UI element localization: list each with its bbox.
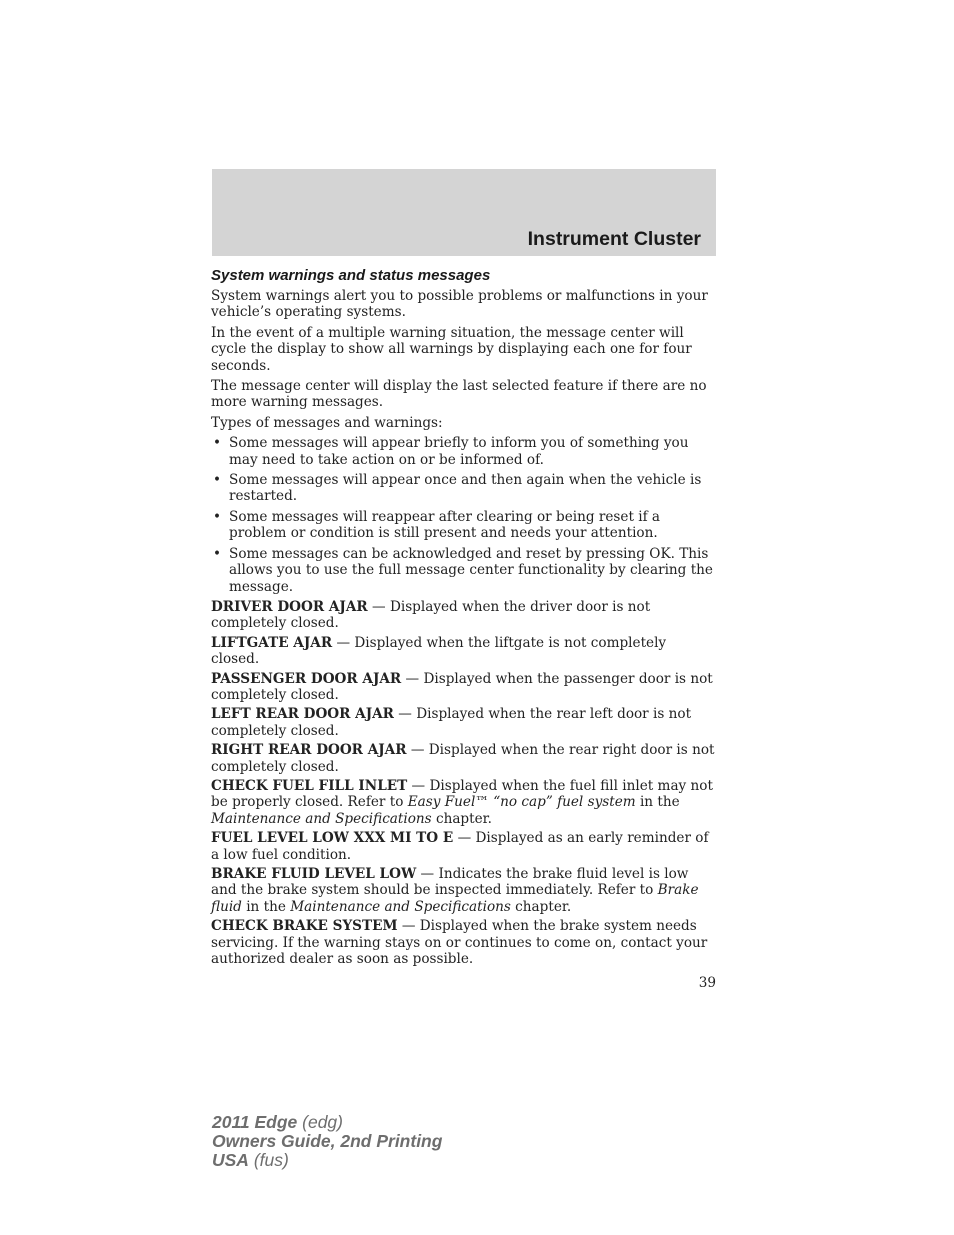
bullet-icon: • — [213, 508, 222, 525]
entry-description: — Displayed when the brake system needs servicing. If the warning stays on or continues to come on, contact your authorized dealer as soon as possible. — [211, 918, 708, 968]
entry-term: CHECK BRAKE SYSTEM — [211, 918, 398, 935]
paragraph-intro: System warnings alert you to possible problems or malfunctions in your vehicle’s operating systems. — [211, 288, 708, 321]
list-item: • Some messages will appear once and then again when the vehicle is restarted. — [213, 472, 702, 505]
entry-liftgate-ajar — [211, 635, 716, 668]
entry-description: — Displayed when the driver door is not completely closed. — [211, 598, 651, 632]
entry-term: CHECK FUEL FILL INLET — [211, 777, 408, 794]
bullet-icon: • — [213, 472, 222, 489]
bullet-icon: • — [213, 545, 222, 562]
page-number: 39 — [698, 975, 716, 992]
entry-passenger-door-ajar — [211, 671, 716, 704]
cross-reference: Easy Fuel™ “no cap” fuel system — [407, 794, 636, 811]
entry-term: LIFTGATE AJAR — [211, 634, 333, 651]
list-item: • Some messages can be acknowledged and reset by pressing OK. This allows you to use the full message center functionality by clearing the message. — [213, 545, 713, 595]
entry-description: — Displayed when the rear right door is not completely closed. — [211, 742, 715, 775]
entry-term: PASSENGER DOOR AJAR — [211, 670, 402, 687]
paragraph-last-feature: The message center will display the last selected feature if there are no more warning messages. — [211, 378, 707, 411]
entry-right-rear-door-ajar — [211, 742, 716, 775]
entry-fuel-level-low — [211, 830, 716, 863]
entry-term: DRIVER DOOR AJAR — [211, 598, 368, 615]
chapter-reference: Maintenance and Specifications — [290, 898, 511, 915]
chapter-title: Instrument Cluster — [527, 228, 701, 250]
footer-guide-line: Owners Guide, 2nd Printing — [212, 1131, 443, 1151]
bullet-icon: • — [213, 435, 222, 452]
entry-left-rear-door-ajar — [211, 706, 716, 739]
entry-term: BRAKE FLUID LEVEL LOW — [211, 866, 417, 882]
list-item: • Some messages will reappear after clearing or being reset if a problem or condition is still present and needs your attention. — [213, 508, 661, 542]
entry-term: RIGHT REAR DOOR AJAR — [211, 742, 407, 759]
chapter-header-band — [212, 169, 716, 256]
entry-brake-fluid-level-low: BRAKE FLUID LEVEL LOW — Indicates the brake fluid level is low and the brake system should be inspected immediately. Refer to Brake fluid in the Maintenance and Specifications chapter. — [211, 866, 699, 915]
entry-description: — Displayed when the rear left door is not completely closed. — [211, 706, 692, 739]
document-footer — [212, 1113, 442, 1170]
entry-check-fuel-fill-inlet: CHECK FUEL FILL INLET — Displayed when the fuel fill inlet may not be properly closed. Refer to Easy Fuel™ “no cap” fuel system in the Maintenance and Specifications chapter. — [211, 777, 713, 827]
entry-driver-door-ajar — [211, 599, 716, 632]
entry-description: — Displayed when the passenger door is not completely closed. — [211, 670, 713, 703]
paragraph-multiple-warnings: In the event of a multiple warning situation, the message center will cycle the display to show all warnings by displaying each one for four seconds. — [211, 324, 692, 374]
entry-check-brake-system — [211, 918, 716, 967]
page-content — [211, 267, 716, 992]
footer-market-line: USA (fus) — [212, 1150, 289, 1170]
entry-description: — Displayed as an early reminder of a low fuel condition. — [211, 830, 709, 863]
entry-term: FUEL LEVEL LOW XXX MI TO E — [211, 830, 454, 847]
footer-model-line: 2011 Edge (edg) — [212, 1112, 343, 1132]
cross-reference: Brake fluid — [211, 882, 699, 915]
paragraph-types: Types of messages and warnings: — [211, 414, 443, 431]
entry-term: LEFT REAR DOOR AJAR — [211, 706, 394, 723]
chapter-reference: Maintenance and Specifications — [211, 810, 432, 827]
entry-description: — Indicates the brake fluid level is low and the brake system should be inspected immediately. Refer to — [211, 866, 689, 899]
section-heading: System warnings and status messages — [211, 267, 491, 284]
list-item: • Some messages will appear briefly to inform you of something you may need to take action on or be informed of. — [213, 435, 689, 468]
message-types-list — [211, 435, 716, 595]
entry-description: — Displayed when the liftgate is not completely closed. — [211, 634, 667, 668]
entry-description: — Displayed when the fuel fill inlet may not be properly closed. Refer to — [211, 777, 713, 811]
